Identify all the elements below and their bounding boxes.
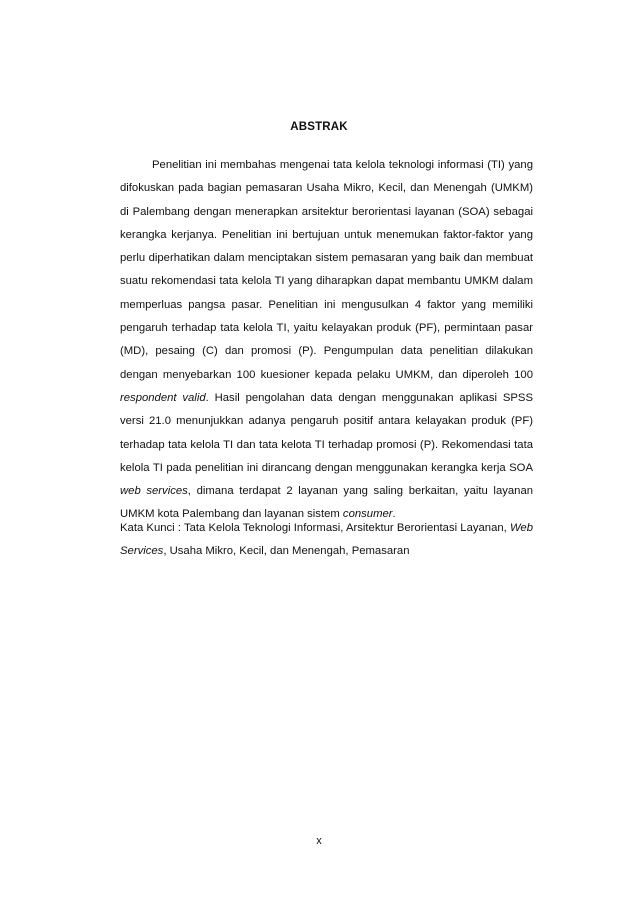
abstract-emphasis-consumer: consumer [342,508,393,521]
abstract-text-part-2: . Hasil pengolahan data dengan menggunakan aplikasi SPSS versi 21.0 menunjukkan adanya pengaruh positif antara kelayakan produk (PF) terhadap tata kelola TI dan tata kelota TI terhadap promosi (P). Rekomendasi tata kelola TI pada penelitian ini dirancang dengan menggunakan kerangka kerja SOA [120,391,533,474]
abstract-text-part-1: Penelitian ini membahas mengenai tata kelola teknologi informasi (TI) yang difokuskan pada bagian pemasaran Usaha Mikro, Kecil, dan Menengah (UMKM) di Palembang dengan menerapkan arsitektur berorientasi layanan (SOA) sebagai kerangka kerjanya. Penelitian ini bertujuan untuk menemukan faktor-faktor yang perlu diperhatikan dalam menciptakan sistem pemasaran yang baik dan membuat suatu rekomendasi tata kelola TI yang diharapkan dapat membantu UMKM dalam memperluas pangsa pasar. Penelitian ini mengusulkan 4 faktor yang memiliki pengaruh terhadap tata kelola TI, yaitu kelayakan produk (PF), permintaan pasar (MD), pesaing (C) dan promosi (P). Pengumpulan data penelitian dilakukan dengan menyebarkan 100 kuesioner kepada pelaku UMKM, dan diperoleh 100 [120,159,533,381]
abstract-text-part-4: . [392,508,396,521]
keywords-lead: Kata Kunci : Tata Kelola Teknologi Informasi, Arsitektur Berorientasi Layanan, [120,522,510,534]
keywords-rest: , Usaha Mikro, Kecil, dan Menengah, Pemasaran [163,545,410,558]
keywords-emphasis-web-services: Web Services [120,522,533,558]
abstract-paragraph [120,154,533,527]
abstract-title: ABSTRAK [290,121,348,133]
abstract-emphasis-respondent-valid: respondent valid [120,391,206,404]
keywords-paragraph [120,517,533,564]
page-number: x [316,835,322,847]
abstract-emphasis-web-services: web services [120,485,188,498]
abstract-text-part-3: , dimana terdapat 2 layanan yang saling berkaitan, yaitu layanan UMKM kota Palembang dan layanan sistem [120,485,534,521]
